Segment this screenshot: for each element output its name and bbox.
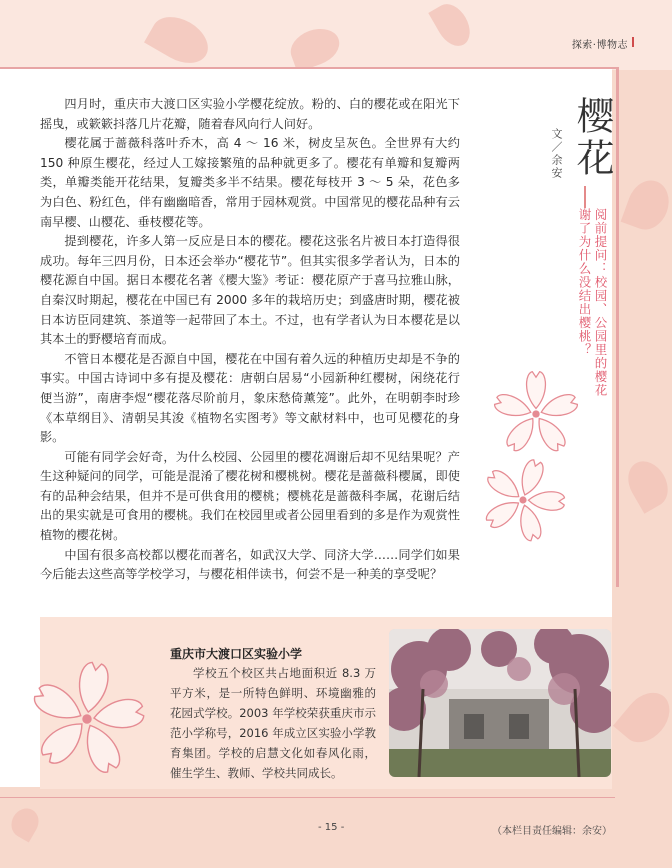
- sakura-flower-icon: [28, 660, 146, 778]
- paragraph: 中国有很多高校都以樱花而著名，如武汉大学、同济大学……同学们如果今后能去这些高等学校学习，与樱花相伴读书，何尝不是一种美的享受呢？: [40, 547, 460, 582]
- article-author: 文／余安: [550, 128, 563, 180]
- article-title: 樱花: [570, 96, 614, 180]
- pre-reading-question: 阅前提问：校园、公园里的樱花谢了为什么没结出樱桃？: [577, 208, 608, 397]
- paragraph: 可能有同学会好奇，为什么校园、公园里的樱花凋谢后却不见结果呢？产生这种疑问的同学，可能是混淆了樱花树和樱桃树。樱花是蔷薇科樱属，即使有的品种会结果，但并不是可供食用的樱桃；樱桃花是蔷薇科李属，花谢后结出的果实就是可食用的樱桃。我们在校园里或者公园里看到的多是作为观赏性植物的樱花树。: [40, 449, 460, 543]
- decorative-petal: [613, 684, 672, 752]
- school-description: 学校五个校区共占地面积近 8.3 万平方米，是一所特色鲜明、环境幽雅的花园式学校。2003 年学校荣获重庆市示范小学称号，2016 年成立区实验小学教育集团。学校的启慧文化如春风化雨，催生学生、教师、学校共同成长。: [170, 666, 376, 780]
- paragraph: 四月时，重庆市大渡口区实验小学樱花绽放。粉的、白的樱花或在阳光下摇曳，或簌簌抖落几片花瓣，随着春风向行人问好。: [40, 97, 460, 131]
- sakura-flower-icon: [478, 455, 568, 545]
- campus-photo: [389, 629, 611, 777]
- paragraph: 提到樱花，许多人第一反应是日本的樱花。樱花这张名片被日本打造得很成功。每年三四月份，日本还会举办“樱花节”。但其实很多学者认为，日本的樱花源自中国。据日本樱花名著《樱大鉴》考证：樱花原产于喜马拉雅山脉，自秦汉时期起，樱花在中国已有 2000 多年的栽培历史；到盛唐时期，樱花被日本访臣同建筑、茶道等一起带回了本土。不过，也有学者认为日本樱花是以其本土的野樱培育而成。: [40, 234, 460, 347]
- sakura-flower-icon: [490, 368, 582, 460]
- editor-note: （本栏目责任编辑：余安）: [492, 826, 612, 837]
- page-number: - 15 -: [318, 822, 345, 833]
- article-body: [40, 95, 460, 585]
- campus-photo-illustration: [389, 629, 611, 777]
- footer-divider: [0, 797, 615, 798]
- decorative-petal: [620, 454, 672, 514]
- decorative-petal: [6, 804, 44, 843]
- card-border-top: [0, 67, 619, 69]
- paragraph: 不管日本樱花是否源自中国，樱花在中国有着久远的种植历史却是不争的事实。中国古诗词中多有提及樱花：唐朝白居易“小园新种红樱树，闲绕花行便当游”，南唐李煜“樱花落尽阶前月，象床愁倚薰笼”。此外，在明朝李时珍《本草纲目》、清朝吴其浚《植物名实图考》等文献材料中，也可见樱花的身影。: [40, 351, 460, 445]
- school-name: 重庆市大渡口区实验小学: [170, 647, 303, 661]
- paragraph: 樱花属于蔷薇科落叶乔木，高 4 ～ 16 米，树皮呈灰色。全世界有大约 150 种原生樱花，经过人工嫁接繁殖的品种就更多了。樱花有单瓣和复瓣两类，单瓣类能开花结果，复瓣类多半不结果。樱花每枝开 3 ～ 5 朵，花色多为白色、粉红色，伴有幽幽暗香，常用于园林观赏。中国常见的樱花品种有云南早樱、山樱花、垂枝樱花等。: [40, 136, 460, 229]
- section-label: 探索·博物志: [572, 36, 628, 51]
- decorative-petal: [621, 175, 672, 236]
- title-divider: [584, 186, 586, 208]
- card-border-right: [616, 67, 619, 587]
